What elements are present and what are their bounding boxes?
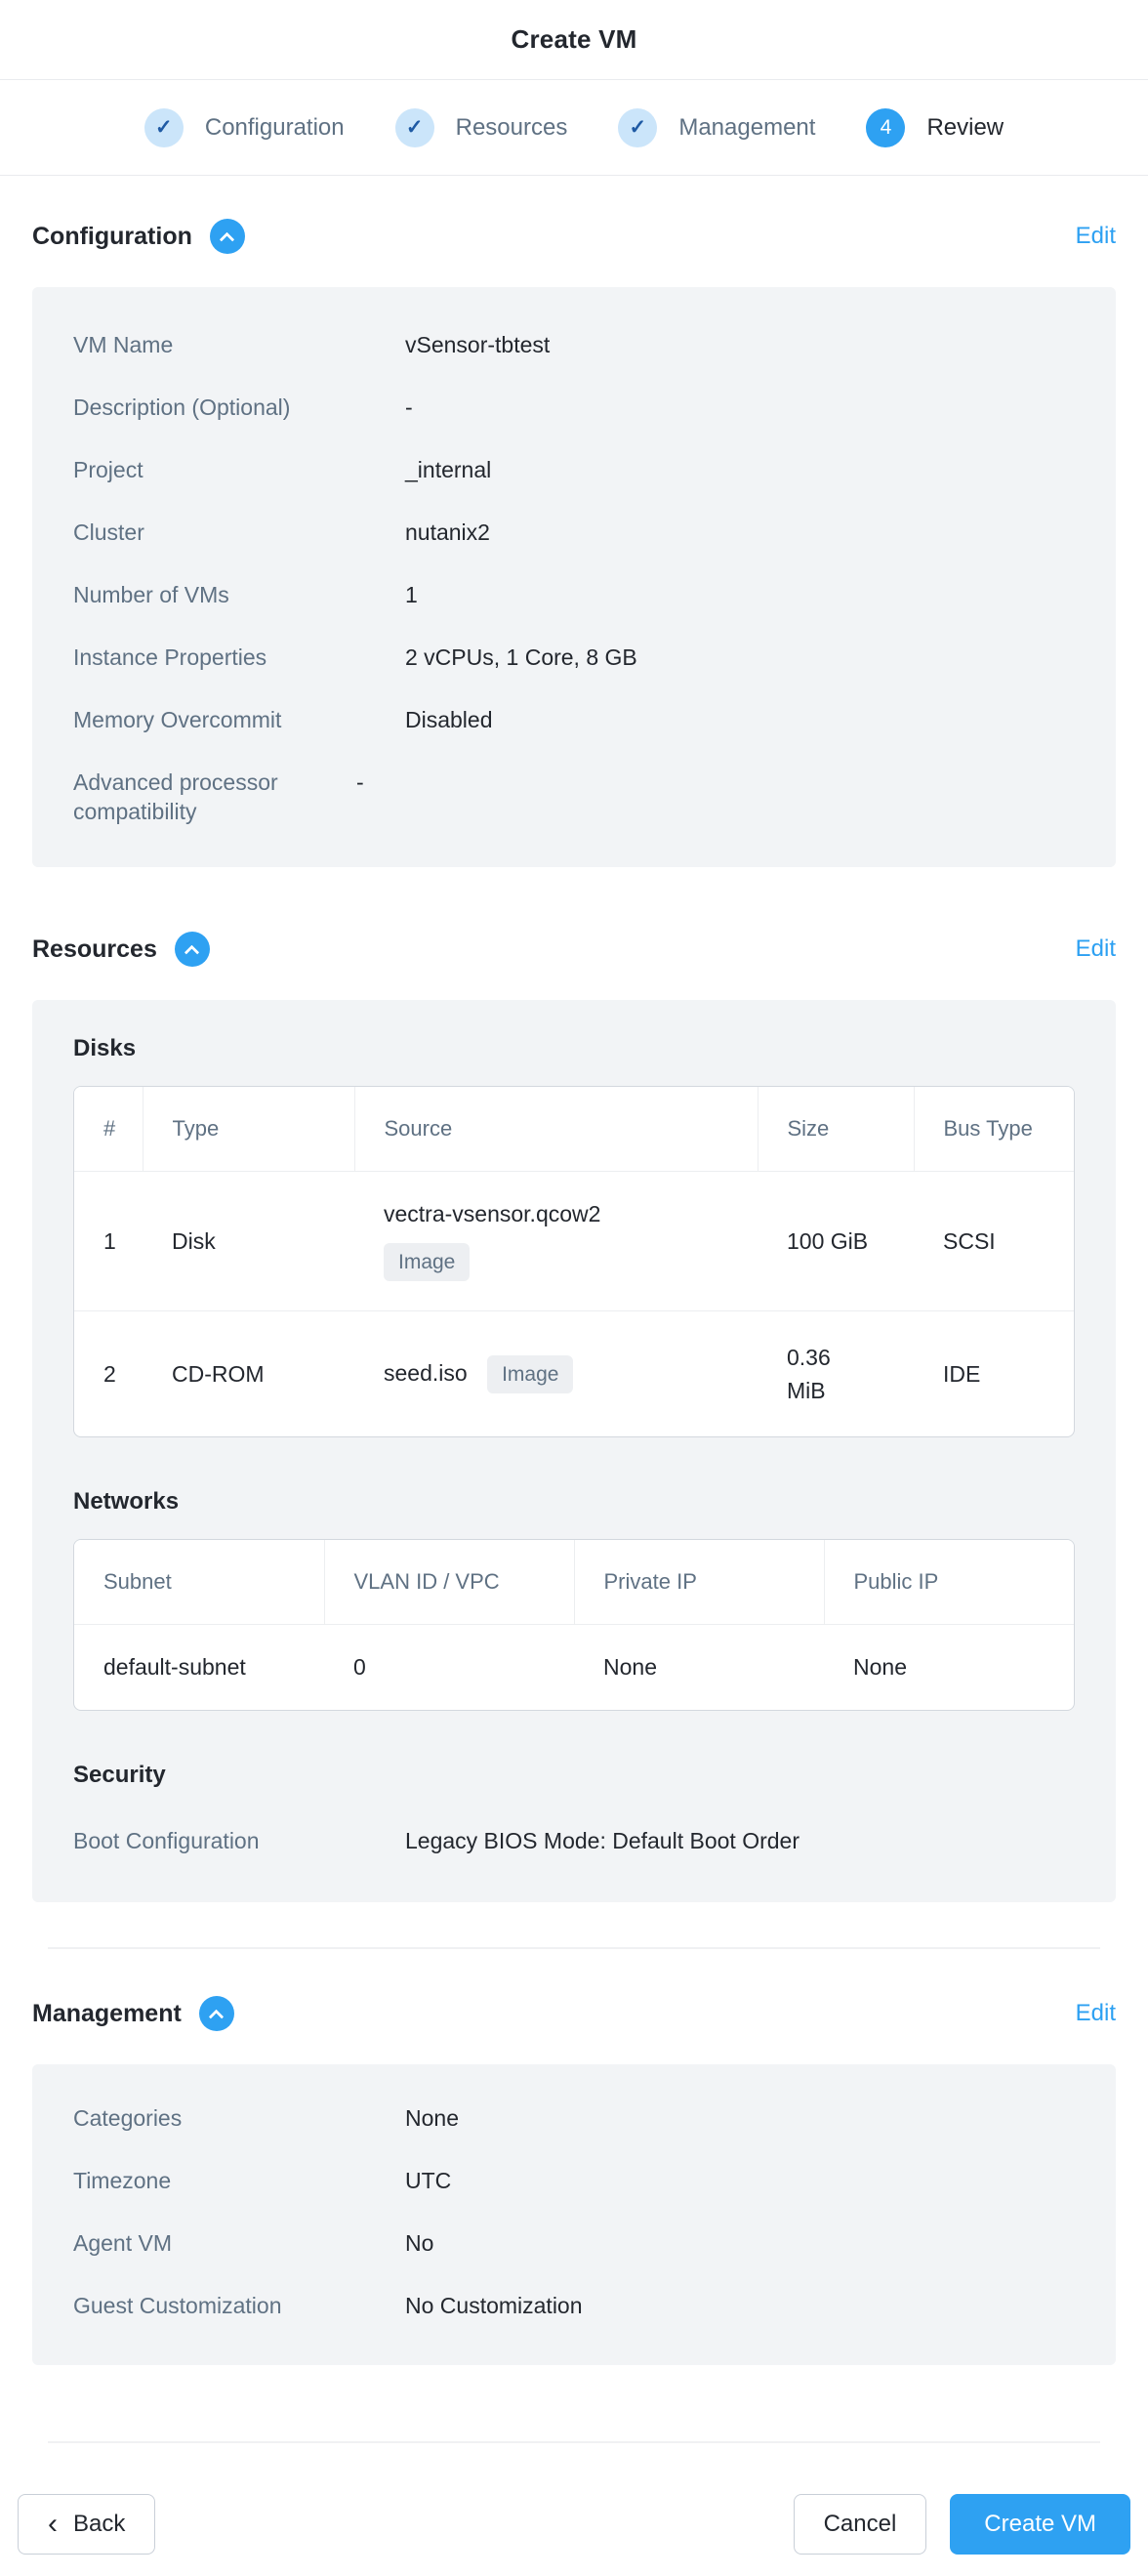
- disk-source-name: vectra-vsensor.qcow2: [384, 1201, 601, 1226]
- wizard-step-resources[interactable]: [395, 108, 568, 147]
- disk-number: 1: [103, 1227, 116, 1254]
- management-panel: [32, 2064, 1116, 2365]
- field-row-instance-properties: [73, 643, 1116, 672]
- field-value: vSensor-tbtest: [405, 332, 551, 357]
- source-type-badge: Image: [384, 1243, 470, 1281]
- chevron-up-icon: [220, 231, 235, 247]
- column-header-number: #: [74, 1087, 143, 1172]
- wizard-step-management[interactable]: [618, 108, 815, 147]
- field-value: 2 vCPUs, 1 Core, 8 GB: [405, 644, 637, 670]
- chevron-up-icon: [209, 2009, 225, 2024]
- modal-header: [0, 0, 1148, 80]
- page-title: Create VM: [511, 24, 637, 54]
- disk-bus-type: IDE: [914, 1311, 1074, 1437]
- create-vm-button[interactable]: [950, 2494, 1130, 2555]
- field-row-boot-configuration: [73, 1826, 1075, 1855]
- field-value: None: [405, 2105, 459, 2132]
- field-label: VM Name: [73, 332, 174, 357]
- field-label: Project: [73, 457, 144, 482]
- field-value: -: [356, 769, 364, 795]
- field-label: Timezone: [73, 2168, 172, 2194]
- field-row-number-of-vms: [73, 580, 1116, 609]
- cancel-button-label: Cancel: [823, 2511, 897, 2538]
- field-row-vm-name: [73, 330, 1116, 359]
- network-table-row: [74, 1625, 1074, 1711]
- field-value: No: [405, 2230, 434, 2257]
- field-row-memory-overcommit: [73, 705, 1116, 734]
- disk-number: 2: [74, 1311, 143, 1437]
- step-number-badge: 4: [866, 108, 905, 147]
- collapse-management-button[interactable]: [199, 1996, 234, 2031]
- field-label: Instance Properties: [73, 644, 267, 670]
- networks-table: [73, 1539, 1075, 1711]
- edit-management-link[interactable]: Edit: [1075, 2000, 1116, 2027]
- field-value: Legacy BIOS Mode: Default Boot Order: [405, 1828, 800, 1854]
- edit-configuration-link[interactable]: Edit: [1075, 223, 1116, 249]
- field-label: Description (Optional): [73, 395, 291, 420]
- field-row-advanced-processor-compatibility: [73, 768, 1116, 826]
- resources-panel: [32, 1000, 1116, 1902]
- resources-section-header: [32, 932, 1116, 967]
- field-row-agent-vm: [73, 2228, 1116, 2258]
- field-row-categories: [73, 2103, 1116, 2133]
- disk-size: 0.36 MiB: [758, 1311, 914, 1437]
- field-label: Cluster: [73, 519, 144, 545]
- field-label: Advanced processor compatibility: [73, 769, 278, 824]
- field-label: Memory Overcommit: [73, 707, 282, 732]
- wizard-step-review[interactable]: [866, 108, 1004, 147]
- field-label: Agent VM: [73, 2230, 172, 2257]
- source-type-badge: Image: [487, 1355, 573, 1393]
- networks-table-header-row: [74, 1540, 1074, 1625]
- network-subnet: default-subnet: [103, 1654, 246, 1681]
- cancel-button[interactable]: [794, 2494, 927, 2555]
- edit-resources-link[interactable]: Edit: [1075, 935, 1116, 962]
- section-divider: [48, 1947, 1100, 1949]
- disks-heading: Disks: [73, 1035, 137, 1061]
- section-title: Management: [32, 1999, 182, 2027]
- wizard-step-label: Review: [926, 113, 1004, 141]
- column-header-vlan: VLAN ID / VPC: [324, 1540, 574, 1625]
- column-header-size: Size: [758, 1087, 914, 1172]
- step-wizard: [0, 80, 1148, 176]
- section-title: Resources: [32, 935, 157, 963]
- field-value: No Customization: [405, 2293, 583, 2319]
- management-section-header: [32, 1996, 1116, 2031]
- field-row-guest-customization: [73, 2291, 1116, 2320]
- column-header-source: Source: [354, 1087, 758, 1172]
- field-value: -: [405, 395, 413, 420]
- field-value: 1: [405, 582, 418, 607]
- field-label: Categories: [73, 2105, 183, 2132]
- modal-footer: [0, 2494, 1148, 2576]
- disks-table-header-row: [74, 1087, 1074, 1172]
- check-icon: ✓: [144, 108, 184, 147]
- field-value: _internal: [405, 457, 492, 482]
- disks-table: [73, 1086, 1075, 1437]
- check-icon: ✓: [618, 108, 657, 147]
- network-public-ip: None: [853, 1654, 907, 1681]
- disk-size: 100 GiB: [787, 1227, 869, 1254]
- configuration-panel: [32, 287, 1116, 867]
- network-private-ip: None: [603, 1654, 657, 1681]
- disk-source-cell: [354, 1172, 758, 1311]
- column-header-private-ip: Private IP: [574, 1540, 824, 1625]
- collapse-resources-button[interactable]: [175, 932, 210, 967]
- field-value: Disabled: [405, 707, 493, 732]
- column-header-type: Type: [143, 1087, 354, 1172]
- networks-heading: Networks: [73, 1488, 180, 1516]
- disk-source-cell: [354, 1311, 758, 1437]
- section-title: Configuration: [32, 222, 192, 250]
- back-button-label: Back: [73, 2511, 126, 2538]
- column-header-subnet: Subnet: [74, 1540, 324, 1625]
- wizard-step-label: Resources: [455, 113, 568, 141]
- column-header-public-ip: Public IP: [824, 1540, 1074, 1625]
- field-row-project: [73, 455, 1116, 484]
- field-row-cluster: [73, 518, 1116, 547]
- field-value: nutanix2: [405, 519, 490, 545]
- back-button[interactable]: [18, 2494, 155, 2555]
- field-row-timezone: [73, 2166, 1116, 2195]
- column-header-bus-type: Bus Type: [914, 1087, 1074, 1172]
- disk-type: Disk: [172, 1227, 216, 1254]
- footer-divider: [48, 2441, 1100, 2443]
- chevron-left-icon: ‹: [48, 2508, 58, 2541]
- security-heading: Security: [73, 1762, 166, 1789]
- wizard-step-label: Management: [678, 113, 816, 141]
- field-row-description: [73, 393, 1116, 422]
- field-label: Guest Customization: [73, 2293, 282, 2319]
- wizard-step-configuration[interactable]: [144, 108, 345, 147]
- check-icon: ✓: [395, 108, 434, 147]
- field-label: Number of VMs: [73, 582, 229, 607]
- disk-table-row: [74, 1172, 1074, 1311]
- chevron-up-icon: [184, 944, 200, 960]
- wizard-step-label: Configuration: [204, 113, 345, 141]
- collapse-configuration-button[interactable]: [210, 219, 245, 254]
- configuration-section-header: [32, 219, 1116, 254]
- disk-bus-type: SCSI: [943, 1227, 996, 1254]
- disk-type: CD-ROM: [143, 1311, 354, 1437]
- network-vlan: 0: [353, 1654, 366, 1681]
- field-value: UTC: [405, 2168, 452, 2194]
- disk-table-row: [74, 1311, 1074, 1437]
- field-label: Boot Configuration: [73, 1828, 260, 1854]
- create-vm-button-label: Create VM: [984, 2511, 1096, 2538]
- disk-source-name: seed.iso: [384, 1359, 468, 1386]
